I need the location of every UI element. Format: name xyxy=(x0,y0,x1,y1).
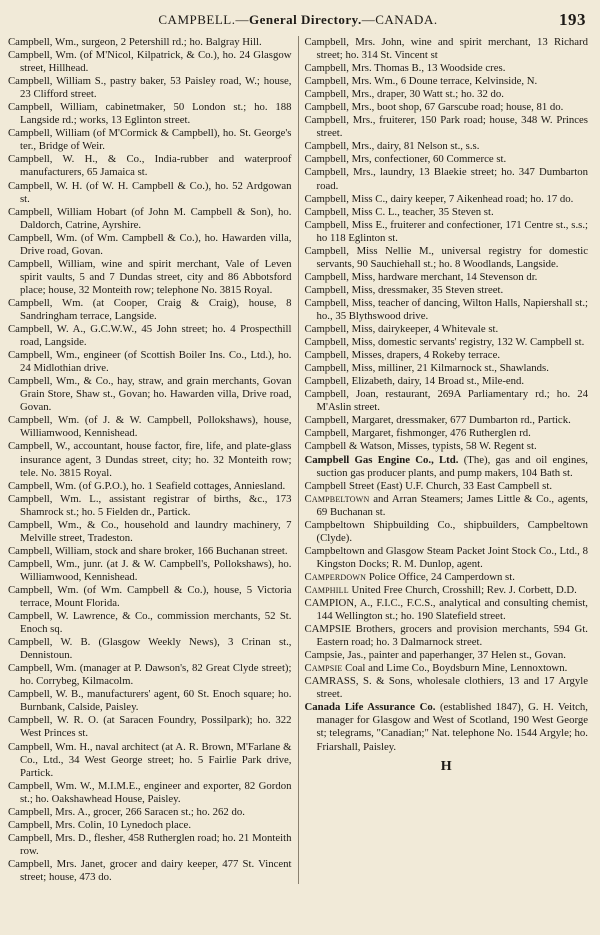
entry-lead: Campsie xyxy=(304,662,343,675)
directory-entry xyxy=(305,493,589,519)
directory-entry xyxy=(305,219,589,245)
entry-text: CAMRASS, S. & Sons, wholesale clothiers, 13 and 17 Argyle street. xyxy=(304,675,588,701)
directory-entry xyxy=(305,519,589,545)
entry-text: Campbell, Wm. (at Cooper, Craig & Craig), house, 8 Sandringham terrace, Langside. xyxy=(8,296,292,322)
entry-text: CAMPION, A., F.I.C., F.C.S., analytical and consulting chemist, 144 Wellington st.; ho. 190 Slatefield street. xyxy=(304,597,588,623)
directory-entry xyxy=(305,349,589,362)
entry-text: Campbeltown Shipbuilding Co., shipbuilders, Campbeltown (Clyde). xyxy=(304,518,588,544)
directory-entry xyxy=(8,519,292,545)
directory-entry xyxy=(305,440,589,453)
directory-entry xyxy=(305,362,589,375)
entry-text: Campbell, Mrs. Wm., 6 Doune terrace, Kelvinside, N. xyxy=(304,75,538,88)
directory-entry xyxy=(305,323,589,336)
entry-text: Campbell, Wm. L., assistant registrar of births, &c., 173 Shamrock st.; ho. 5 Fielden dr., Partick. xyxy=(8,492,292,518)
entry-text: Campbell, Wm. (of Wm. Campbell & Co.), house, 5 Victoria terrace, Mount Florida. xyxy=(8,583,292,610)
entry-lead: Canada Life Assurance Co. xyxy=(304,701,436,714)
entry-text: Campbell, Miss, dairykeeper, 4 Whitevale st. xyxy=(304,323,499,336)
directory-entry xyxy=(8,75,292,101)
entry-text: Campbell, Miss, teacher of dancing, Wilton Halls, Napiershall st.; ho., 35 Blythswood drive. xyxy=(304,296,588,322)
directory-entry xyxy=(8,153,292,179)
entry-text: Campbell, Mrs., boot shop, 67 Garscube road; house, 81 do. xyxy=(304,101,564,114)
entry-text: Campbell, Miss, domestic servants' registry, 132 W. Campbell st. xyxy=(304,336,585,349)
entry-text: CAMPSIE Brothers, grocers and provision merchants, 594 Gt. Eastern road; ho. 3 Dalmarnock street. xyxy=(304,623,588,649)
header-suffix: —CANADA. xyxy=(361,12,438,27)
entry-text: Campbell, W. H. (of W. H. Campbell & Co.), ho. 52 Ardgowan st. xyxy=(8,179,292,205)
directory-entry xyxy=(8,375,292,414)
entry-text: Campbell, Wm. (of Wm. Campbell & Co.), ho. Hawarden villa, Drive road, Govan. xyxy=(8,231,292,257)
directory-entry xyxy=(305,427,589,440)
directory-entry xyxy=(305,101,589,114)
entry-text: Campbell, W., accountant, house factor, fire, life, and plate-glass insurance agent, 3 Dundas street, city; ho. 32 Monteith row; tele. No. 3815 Royal. xyxy=(8,440,292,479)
directory-entry xyxy=(305,388,589,414)
entry-text: Campbell, Miss, hardware merchant, 14 Stevenson dr. xyxy=(304,270,538,283)
directory-entry xyxy=(8,832,292,858)
header-middle: General Directory. xyxy=(248,12,362,27)
entry-text: Campbell, W. Lawrence, & Co., commission merchants, 52 St. Enoch sq. xyxy=(8,610,292,636)
entry-text: (established 1847), G. H. Veitch, manager for Glasgow and West of Scotland, 190 West George st; telegrams, "Canadian;" Nat. telephone No. 1544 Argyle; ho. Friarshall, Paisley. xyxy=(316,701,588,753)
directory-entry xyxy=(305,701,589,753)
entry-text: Campbell, W. H., & Co., India-rubber and waterproof manufacturers, 65 Jamaica st. xyxy=(8,153,292,179)
entry-text: Campbell, William Hobart (of John M. Campbell & Son), ho. Daldorch, Catrine, Ayrshire. xyxy=(8,205,292,231)
directory-entry xyxy=(8,323,292,349)
directory-entry xyxy=(8,741,292,780)
entry-text: Campbell, William, wine and spirit merchant, Vale of Leven spirit vaults, 5 and 7 Dundas street, city and 86 Abbotsford place; house, 32 Monteith row; telephone No. 3815 Royal. xyxy=(8,257,292,296)
entry-text: Campbell, Wm. W., M.I.M.E., engineer and exporter, 82 Gordon st.; ho. Oakshawhead House, Paisley. xyxy=(8,779,292,805)
section-letter: H xyxy=(440,758,452,774)
directory-entry xyxy=(8,480,292,493)
entry-text: Campbell, Mrs. Thomas B., 13 Woodside cres. xyxy=(304,62,506,75)
entry-text: Campbell, Mrs. John, wine and spirit merchant, 13 Richard street; ho. 314 St. Vincent st xyxy=(304,36,588,62)
directory-entry xyxy=(8,819,292,832)
entry-text: Campbell, Misses, drapers, 4 Rokeby terrace. xyxy=(304,349,501,362)
entry-text: Campbell, Wm., & Co., hay, straw, and grain merchants, Govan Grain Store, Shaw st., Govan; ho. Hawarden villa, Drive road, Govan. xyxy=(8,375,292,414)
directory-entry xyxy=(305,662,589,675)
entry-text: Campbell, William (of M'Cormick & Campbell), ho. St. George's ter., Bridge of Weir. xyxy=(8,127,292,153)
directory-entry xyxy=(305,480,589,493)
directory-entry xyxy=(8,127,292,153)
directory-entry xyxy=(8,545,292,558)
directory-entry xyxy=(305,649,589,662)
two-column-body xyxy=(8,36,588,884)
directory-entry xyxy=(305,36,589,62)
directory-entry xyxy=(305,545,589,571)
entry-text: Campbell, Mrs. A., grocer, 266 Saracen st.; ho. 262 do. xyxy=(8,805,245,818)
directory-entry xyxy=(305,88,589,101)
entry-text: Coal and Lime Co., Boydsburn Mine, Lennoxtown. xyxy=(342,662,568,675)
entry-text: Campbell, Miss E., fruiterer and confectioner, 171 Centre st., s.s.; ho 118 Eglinton st. xyxy=(304,218,588,244)
entry-lead: Camperdown xyxy=(304,570,367,583)
directory-entry xyxy=(305,75,589,88)
right-column xyxy=(299,36,589,884)
directory-entry xyxy=(8,584,292,610)
entry-text: Campbell, William, cabinetmaker, 50 London st.; ho. 188 Langside rd.; works, 13 Eglinton street. xyxy=(8,101,292,127)
directory-entry xyxy=(305,153,589,166)
directory-entry xyxy=(8,440,292,479)
entry-text: Police Office, 24 Camperdown st. xyxy=(366,570,515,583)
directory-entry xyxy=(305,414,589,427)
directory-entry xyxy=(305,193,589,206)
entry-text: Campbell, Wm. (of J. & W. Campbell, Pollokshaws), house, Williamwood, Kennishead. xyxy=(8,414,292,440)
directory-entry xyxy=(8,858,292,884)
directory-entry xyxy=(305,454,589,480)
directory-entry xyxy=(305,297,589,323)
entry-text: Campbell, Wm., engineer (of Scottish Boiler Ins. Co., Ltd.), ho. 24 Midlothian drive. xyxy=(8,349,292,375)
entry-text: Campbell, Miss, dressmaker, 35 Steven street. xyxy=(304,283,504,296)
directory-entry xyxy=(8,232,292,258)
entry-text: Campbell, Margaret, fishmonger, 476 Rutherglen rd. xyxy=(304,427,531,440)
directory-entry xyxy=(305,571,589,584)
directory-entry xyxy=(8,101,292,127)
directory-entry xyxy=(305,375,589,388)
entry-text: Campsie, Jas., painter and paperhanger, 37 Helen st., Govan. xyxy=(304,649,566,662)
directory-entry xyxy=(8,558,292,584)
directory-entry xyxy=(8,806,292,819)
entry-text: Campbell, Mrs., laundry, 13 Blaekie street; ho. 347 Dumbarton road. xyxy=(304,166,588,192)
directory-entry xyxy=(8,180,292,206)
directory-entry xyxy=(8,349,292,375)
directory-entry xyxy=(305,584,589,597)
directory-entry xyxy=(305,271,589,284)
directory-entry xyxy=(305,206,589,219)
entry-text: Campbell, William, stock and share broker, 166 Buchanan street. xyxy=(8,544,288,557)
entry-lead: Campbell Gas Engine Co., Ltd. xyxy=(304,453,459,466)
entry-text: Campbell, Wm., & Co., household and laundry machinery, 7 Melville street, Tradeston. xyxy=(8,518,292,544)
directory-entry xyxy=(8,297,292,323)
entry-text: Campbell, W. B. (Glasgow Weekly News), 3 Crinan st., Dennistoun. xyxy=(8,636,292,662)
directory-entry xyxy=(305,675,589,701)
directory-entry xyxy=(8,206,292,232)
entry-text: and Arran Steamers; James Little & Co., agents, 69 Buchanan st. xyxy=(316,492,588,518)
directory-entry xyxy=(305,140,589,153)
directory-entry xyxy=(8,49,292,75)
directory-entry xyxy=(305,166,589,192)
directory-entry xyxy=(8,36,292,49)
entry-text: Campbell, Miss Nellie M., universal registry for domestic servants, 90 Sauchiehall st.; ho. 8 Woodlands, Langside. xyxy=(304,244,588,270)
directory-entry xyxy=(8,688,292,714)
directory-entry xyxy=(8,780,292,806)
directory-entry xyxy=(8,636,292,662)
entry-text: (The), gas and oil engines, suction gas producer plants, and pump makers, 104 Bath st. xyxy=(316,453,588,479)
page-number: 193 xyxy=(559,10,586,29)
entry-text: Campbell & Watson, Misses, typists, 58 W. Regent st. xyxy=(304,440,537,453)
entry-text: Campbell, Wm. H., naval architect (at A. R. Brown, M'Farlane & Co., Ltd., 34 West George street; ho. 5 Fairlie Park drive, Partick. xyxy=(8,740,292,779)
entry-text: Campbell, W. A., G.C.W.W., 45 John street; ho. 4 Prospecthill road, Langside. xyxy=(8,323,292,349)
entry-text: Campbell, Mrs. Colin, 10 Lynedoch place. xyxy=(8,818,192,831)
entry-text: Campbell, Miss C. L., teacher, 35 Steven st. xyxy=(304,205,494,218)
entry-text: Campbell, Wm. (of M'Nicol, Kilpatrick, & Co.), ho. 24 Glasgow street, Hillhead. xyxy=(8,49,292,75)
entry-text: Campbell, Mrs., draper, 30 Watt st.; ho. 32 do. xyxy=(304,88,504,101)
entry-text: Campbell, Mrs. Janet, grocer and dairy keeper, 477 St. Vincent street; house, 473 do. xyxy=(8,857,292,883)
entry-text: Campbell Street (East) U.F. Church, 33 East Campbell st. xyxy=(304,479,553,492)
directory-entry xyxy=(305,114,589,140)
entry-text: Campbell, Margaret, dressmaker, 677 Dumbarton rd., Partick. xyxy=(304,414,571,427)
directory-entry xyxy=(305,245,589,271)
directory-entry xyxy=(8,662,292,688)
directory-entry xyxy=(305,62,589,75)
entry-text: Campbell, Mrs, confectioner, 60 Commerce st. xyxy=(304,153,507,166)
entry-text: Campbell, Miss C., dairy keeper, 7 Aikenhead road; ho. 17 do. xyxy=(304,192,574,205)
entry-text: Campbell, Miss, milliner, 21 Kilmarnock st., Shawlands. xyxy=(304,362,549,375)
entry-lead: Campbeltown xyxy=(304,492,370,505)
entry-text: Campbell, Mrs., fruiterer, 150 Park road; house, 348 W. Princes street. xyxy=(304,114,588,140)
directory-entry xyxy=(8,610,292,636)
directory-entry xyxy=(8,493,292,519)
directory-entry xyxy=(305,284,589,297)
directory-entry xyxy=(8,258,292,297)
header-prefix: CAMPBELL.— xyxy=(158,12,249,27)
entry-text: Campbell, W. R. O. (at Saracen Foundry, Possilpark); ho. 322 West Princes st. xyxy=(8,714,292,740)
directory-entry xyxy=(305,597,589,623)
entry-text: Campbeltown and Glasgow Steam Packet Joint Stock Co., Ltd., 8 Kingston Docks; R. M. Dunlop, agent. xyxy=(304,544,588,570)
left-column xyxy=(8,36,299,884)
entry-text: Campbell, Wm. (manager at P. Dawson's, 82 Great Clyde street); ho. Corrybeg, Kilmacolm. xyxy=(8,662,292,688)
directory-entry xyxy=(305,623,589,649)
entry-text: Campbell, William S., pastry baker, 53 Paisley road, W.; house, 23 Clifford street. xyxy=(8,75,292,101)
running-header xyxy=(8,10,588,32)
entry-text: Campbell, Mrs., dairy, 81 Nelson st., s.s. xyxy=(304,140,480,153)
entry-text: Campbell, Wm., junr. (at J. & W. Campbell's, Pollokshaws), ho. Williamwood, Kennishead. xyxy=(8,557,292,583)
entry-text: Campbell, Mrs. D., flesher, 458 Rutherglen road; ho. 21 Monteith row. xyxy=(8,831,292,857)
directory-entry xyxy=(8,414,292,440)
entry-text: Campbell, Joan, restaurant, 269A Parliamentary rd.; ho. 24 M'Aslin street. xyxy=(304,388,588,414)
directory-entry xyxy=(305,336,589,349)
entry-text: Campbell, Wm. (of G.P.O.), ho. 1 Seafield cottages, Anniesland. xyxy=(8,479,286,492)
directory-entry xyxy=(8,714,292,740)
entry-text: United Free Church, Crosshill; Rev. J. Corbett, D.D. xyxy=(348,583,577,596)
entry-text: Campbell, Wm., surgeon, 2 Petershill rd.; ho. Balgray Hill. xyxy=(8,36,262,48)
header-title xyxy=(158,12,437,28)
entry-text: Campbell, W. B., manufacturers' agent, 60 St. Enoch square; ho. Burnbank, Calside, Paisley. xyxy=(8,688,292,714)
entry-lead: Camphill xyxy=(304,583,349,596)
entry-text: Campbell, Elizabeth, dairy, 14 Broad st., Mile-end. xyxy=(304,375,525,388)
